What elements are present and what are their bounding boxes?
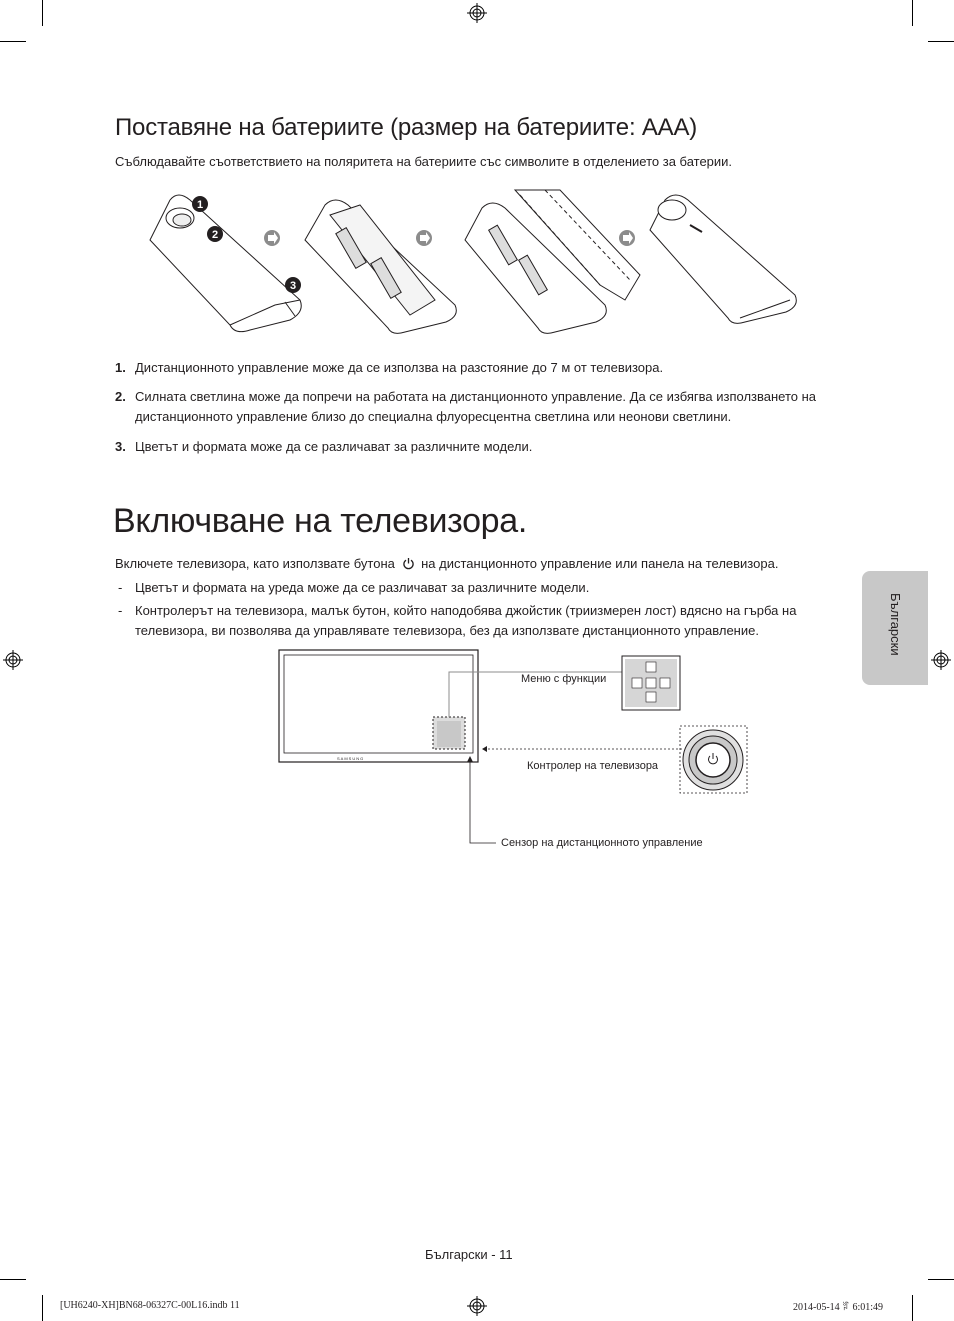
bullet-dash: - xyxy=(118,580,123,595)
function-menu-icon xyxy=(622,656,680,710)
language-tab-label: Български xyxy=(888,593,903,656)
step-number: 3 xyxy=(289,280,297,292)
note-text: Дистанционното управление може да се използва на разстояние до 7 м от телевизора. xyxy=(135,360,664,375)
battery-intro: Съблюдавайте съответствието на поляритета на батериите със символите в отделението за батерии. xyxy=(115,154,733,169)
battery-heading: Поставяне на батериите (размер на батериите: AAA) xyxy=(115,114,698,141)
step-number: 2 xyxy=(211,229,219,241)
label-remote-sensor: Сензор на дистанционното управление xyxy=(501,837,703,849)
bullet-dash: - xyxy=(118,603,123,618)
language-side-tab xyxy=(862,571,928,685)
note-number: 1. xyxy=(115,360,126,375)
tv-brand-logo: SAMSUNG xyxy=(337,756,365,761)
intro-text: Включете телевизора, като използвате бутона xyxy=(115,556,395,571)
note-text: Цветът и формата може да се различават за различните модели. xyxy=(135,439,533,454)
registration-target-icon xyxy=(467,1296,487,1316)
footer-date: 2014-05-14 ꆍ 6:01:49 xyxy=(793,1302,884,1313)
bullet-text: Контролерът на телевизора, малък бутон, който наподобява джойстик (триизмерен лост) вдясно на гърба на телевизора, ви позволява да управлявате телевизора, без да използвате дистанционното управление. xyxy=(135,603,797,638)
note-number: 2. xyxy=(115,389,126,404)
label-tv-controller: Контролер на телевизора xyxy=(527,760,659,772)
label-function-menu: Меню с функции xyxy=(521,673,607,685)
note-text: Силната светлина може да попречи на работата на дистанционното управление. Да се избягва използването на дистанционното управление близо до специална флуоресцентна светлина или неонови светлини. xyxy=(135,389,817,424)
step-number: 1 xyxy=(196,199,204,211)
bullet-text: Цветът и формата на уреда може да се различават за различните модели. xyxy=(135,580,590,595)
note-number: 3. xyxy=(115,439,126,454)
page-number: Български - 11 xyxy=(425,1247,513,1262)
tv-controller-icon xyxy=(680,726,747,793)
controller-area-inner xyxy=(437,721,461,747)
power-on-heading: Включване на телевизора. xyxy=(113,502,528,540)
intro-text: на дистанционното управление или панела на телевизора. xyxy=(421,556,779,571)
footer-file-info: [UH6240-XH]BN68-06327C-00L16.indb 11 xyxy=(60,1300,240,1311)
